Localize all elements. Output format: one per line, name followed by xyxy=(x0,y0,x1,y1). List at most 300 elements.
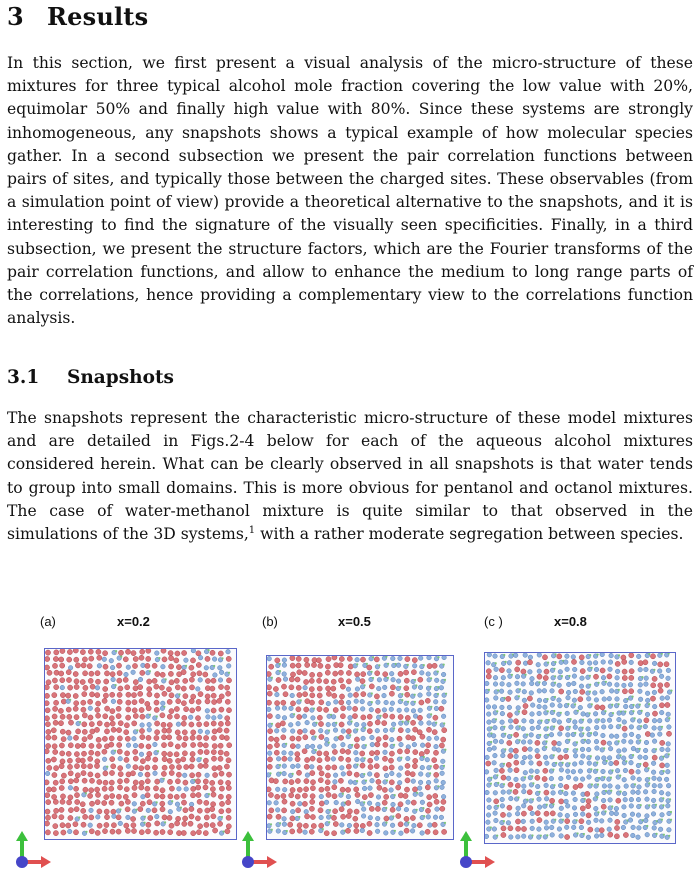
water-molecule xyxy=(571,659,576,664)
alcohol-molecule xyxy=(132,802,137,807)
water-molecule xyxy=(89,750,94,755)
water-molecule xyxy=(81,663,86,668)
alcohol-site xyxy=(144,816,146,818)
alcohol-molecule xyxy=(442,656,447,660)
water-molecule xyxy=(660,763,665,768)
water-molecule xyxy=(513,719,518,724)
water-molecule xyxy=(152,765,157,770)
water-molecule xyxy=(117,779,122,784)
water-molecule xyxy=(412,764,417,769)
water-molecule xyxy=(60,779,65,784)
alcohol-site xyxy=(591,703,593,705)
water-molecule xyxy=(324,679,329,684)
alcohol-site xyxy=(490,777,492,779)
alcohol-site xyxy=(416,809,418,811)
alcohol-site xyxy=(555,653,557,655)
water-molecule xyxy=(66,823,71,828)
alcohol-site xyxy=(668,835,670,837)
water-molecule xyxy=(88,756,93,761)
alcohol-molecule xyxy=(564,825,569,830)
water-molecule xyxy=(211,756,216,761)
alcohol-site xyxy=(136,729,138,731)
water-molecule xyxy=(175,651,180,656)
alcohol-molecule xyxy=(607,741,612,746)
water-molecule xyxy=(267,671,271,676)
alcohol-molecule xyxy=(492,746,497,751)
alcohol-molecule xyxy=(607,827,612,832)
alcohol-site xyxy=(279,764,281,766)
water-molecule xyxy=(601,740,606,745)
water-molecule xyxy=(317,758,322,763)
alcohol-site xyxy=(293,713,295,715)
alcohol-molecule xyxy=(427,656,432,660)
water-molecule xyxy=(269,664,274,669)
alcohol-molecule xyxy=(666,668,671,673)
alcohol-molecule xyxy=(218,666,223,671)
water-molecule xyxy=(218,743,223,748)
water-molecule xyxy=(203,763,208,768)
alcohol-molecule xyxy=(521,834,526,839)
water-molecule xyxy=(600,668,605,673)
water-molecule xyxy=(52,678,57,683)
water-molecule xyxy=(89,815,94,820)
alcohol-site xyxy=(363,773,365,775)
water-molecule xyxy=(58,721,63,726)
water-molecule xyxy=(275,658,280,663)
water-molecule xyxy=(52,693,57,698)
alcohol-site xyxy=(661,726,663,728)
water-molecule xyxy=(367,821,372,826)
water-molecule xyxy=(167,735,172,740)
alcohol-site xyxy=(149,714,151,716)
alcohol-molecule xyxy=(601,798,606,803)
water-molecule xyxy=(190,735,195,740)
axes-triad-icon xyxy=(456,830,500,870)
alcohol-molecule xyxy=(426,780,431,785)
water-molecule xyxy=(126,715,131,720)
water-molecule xyxy=(133,713,138,718)
water-molecule xyxy=(168,794,173,799)
water-molecule xyxy=(181,757,186,762)
water-molecule xyxy=(267,764,272,769)
water-molecule xyxy=(389,765,394,770)
alcohol-molecule xyxy=(418,708,423,713)
water-molecule xyxy=(83,814,88,819)
alcohol-molecule xyxy=(494,818,499,823)
water-molecule xyxy=(155,730,160,735)
water-molecule xyxy=(169,680,174,685)
water-molecule xyxy=(159,685,164,690)
alcohol-site xyxy=(639,748,641,750)
water-molecule xyxy=(197,722,202,727)
alcohol-molecule xyxy=(290,764,295,769)
water-molecule xyxy=(162,751,167,756)
alcohol-molecule xyxy=(600,689,605,694)
water-molecule xyxy=(104,822,109,827)
water-molecule xyxy=(175,758,180,763)
alcohol-molecule xyxy=(608,798,613,803)
water-molecule xyxy=(197,735,202,740)
water-molecule xyxy=(360,823,365,828)
alcohol-site xyxy=(532,782,534,784)
alcohol-site xyxy=(365,780,367,782)
alcohol-molecule xyxy=(96,815,101,820)
alcohol-molecule xyxy=(126,764,131,769)
alcohol-site xyxy=(598,777,600,779)
water-molecule xyxy=(210,686,215,691)
alcohol-site xyxy=(85,831,87,833)
water-molecule xyxy=(303,823,308,828)
water-molecule xyxy=(643,660,648,665)
water-molecule xyxy=(191,742,196,747)
water-molecule xyxy=(131,823,136,828)
alcohol-molecule xyxy=(643,790,648,795)
alcohol-molecule xyxy=(594,739,599,744)
water-molecule xyxy=(310,730,315,735)
alcohol-molecule xyxy=(521,804,526,809)
alcohol-molecule xyxy=(310,765,315,770)
alcohol-molecule xyxy=(310,744,315,749)
alcohol-molecule xyxy=(140,723,145,728)
water-molecule xyxy=(198,742,203,747)
alcohol-molecule xyxy=(112,814,117,819)
water-molecule xyxy=(139,766,144,771)
alcohol-molecule xyxy=(147,728,152,733)
water-molecule xyxy=(317,672,322,677)
water-molecule xyxy=(629,653,634,658)
alcohol-molecule xyxy=(60,685,65,690)
water-molecule xyxy=(440,806,445,811)
alcohol-molecule xyxy=(660,813,665,818)
alcohol-site xyxy=(223,831,225,833)
alcohol-site xyxy=(577,832,579,834)
alcohol-molecule xyxy=(564,791,569,796)
alcohol-site xyxy=(547,726,549,728)
water-molecule xyxy=(218,750,223,755)
alcohol-site xyxy=(639,739,641,741)
alcohol-site xyxy=(662,804,664,806)
alcohol-site xyxy=(511,674,513,676)
water-molecule xyxy=(367,721,372,726)
water-molecule xyxy=(161,771,166,776)
water-molecule xyxy=(338,756,343,761)
panel-x-value-b: x=0.5 xyxy=(338,614,371,629)
snapshots-text-end: with a rather moderate segregation between species. xyxy=(255,525,684,544)
water-molecule xyxy=(45,815,50,820)
alcohol-site xyxy=(555,762,557,764)
water-molecule xyxy=(338,678,343,683)
water-molecule xyxy=(295,794,300,799)
alcohol-molecule xyxy=(296,764,301,769)
water-molecule xyxy=(103,693,108,698)
water-molecule xyxy=(317,707,322,712)
alcohol-molecule xyxy=(594,725,599,730)
alcohol-site xyxy=(648,777,650,779)
water-molecule xyxy=(61,699,66,704)
water-molecule xyxy=(211,721,216,726)
alcohol-site xyxy=(547,698,549,700)
alcohol-molecule xyxy=(664,777,669,782)
alcohol-molecule xyxy=(622,813,627,818)
water-molecule xyxy=(155,721,160,726)
water-molecule xyxy=(558,755,563,760)
water-molecule xyxy=(176,699,181,704)
alcohol-site xyxy=(115,650,117,652)
water-molecule xyxy=(346,764,351,769)
alcohol-site xyxy=(430,765,432,767)
water-molecule xyxy=(398,728,403,733)
water-molecule xyxy=(405,657,410,662)
water-molecule xyxy=(104,679,109,684)
water-molecule xyxy=(145,663,150,668)
water-molecule xyxy=(595,705,600,710)
water-molecule xyxy=(332,831,337,836)
water-molecule xyxy=(81,700,86,705)
water-molecule xyxy=(103,771,108,776)
water-molecule xyxy=(295,757,300,762)
alcohol-site xyxy=(85,792,87,794)
alcohol-site xyxy=(663,834,665,836)
alcohol-site xyxy=(213,665,215,667)
alcohol-molecule xyxy=(290,693,295,698)
water-molecule xyxy=(154,684,159,689)
water-molecule xyxy=(295,778,300,783)
alcohol-molecule xyxy=(644,667,649,672)
alcohol-site xyxy=(554,675,556,677)
water-molecule xyxy=(290,736,295,741)
water-molecule xyxy=(74,786,79,791)
alcohol-molecule xyxy=(622,805,627,810)
water-molecule xyxy=(338,663,343,668)
water-molecule xyxy=(398,802,403,807)
water-molecule xyxy=(486,674,491,679)
alcohol-molecule xyxy=(559,834,564,839)
alcohol-molecule xyxy=(282,672,287,677)
water-molecule xyxy=(405,771,410,776)
water-molecule xyxy=(580,689,585,694)
alcohol-molecule xyxy=(516,706,521,711)
water-molecule xyxy=(66,751,71,756)
snapshots-paragraph xyxy=(7,407,693,546)
alcohol-site xyxy=(610,777,612,779)
alcohol-molecule xyxy=(331,757,336,762)
alcohol-molecule xyxy=(318,728,323,733)
alcohol-molecule xyxy=(311,716,316,721)
alcohol-site xyxy=(519,688,521,690)
water-molecule xyxy=(116,794,121,799)
alcohol-molecule xyxy=(529,681,534,686)
water-molecule xyxy=(162,815,167,820)
alcohol-molecule xyxy=(616,785,621,790)
alcohol-site xyxy=(504,733,506,735)
alcohol-molecule xyxy=(501,753,506,758)
alcohol-molecule xyxy=(666,769,671,774)
water-molecule xyxy=(390,714,395,719)
water-molecule xyxy=(290,829,295,834)
water-molecule xyxy=(360,679,365,684)
citation-ref[interactable]: 1 xyxy=(248,524,256,536)
alcohol-molecule xyxy=(390,823,395,828)
alcohol-molecule xyxy=(368,786,373,791)
water-molecule xyxy=(389,751,394,756)
alcohol-molecule xyxy=(566,690,571,695)
water-molecule xyxy=(160,672,165,677)
alcohol-molecule xyxy=(177,787,182,792)
alcohol-molecule xyxy=(514,754,519,759)
water-molecule xyxy=(333,671,338,676)
water-molecule xyxy=(103,714,108,719)
alcohol-molecule xyxy=(189,802,194,807)
alcohol-molecule xyxy=(535,748,540,753)
water-molecule xyxy=(433,715,438,720)
water-molecule xyxy=(81,808,86,813)
water-molecule xyxy=(305,662,310,667)
water-molecule xyxy=(593,674,598,679)
water-molecule xyxy=(181,830,186,835)
alcohol-site xyxy=(298,816,300,818)
alcohol-molecule xyxy=(333,773,338,778)
alcohol-molecule xyxy=(290,729,295,734)
water-molecule xyxy=(104,795,109,800)
water-molecule xyxy=(398,793,403,798)
alcohol-molecule xyxy=(609,811,614,816)
alcohol-site xyxy=(669,798,671,800)
alcohol-molecule xyxy=(348,693,353,698)
alcohol-molecule xyxy=(566,775,571,780)
alcohol-molecule xyxy=(390,737,395,742)
water-molecule xyxy=(96,737,101,742)
alcohol-molecule xyxy=(558,670,563,675)
alcohol-site xyxy=(393,744,395,746)
alcohol-molecule xyxy=(492,705,497,710)
alcohol-molecule xyxy=(594,818,599,823)
alcohol-molecule xyxy=(558,732,563,737)
alcohol-site xyxy=(596,762,598,764)
water-molecule xyxy=(88,649,93,654)
panel-label-c: (c ) xyxy=(484,614,503,629)
alcohol-molecule xyxy=(399,742,404,747)
alcohol-molecule xyxy=(586,697,591,702)
alcohol-molecule xyxy=(622,791,627,796)
water-molecule xyxy=(45,749,49,754)
water-molecule xyxy=(154,707,159,712)
water-molecule xyxy=(139,707,144,712)
alcohol-molecule xyxy=(609,761,614,766)
alcohol-site xyxy=(567,703,569,705)
alcohol-site xyxy=(591,667,593,669)
water-molecule xyxy=(224,764,229,769)
water-molecule xyxy=(417,715,422,720)
alcohol-molecule xyxy=(607,696,612,701)
water-molecule xyxy=(273,779,278,784)
alcohol-molecule xyxy=(515,811,520,816)
water-molecule xyxy=(160,801,165,806)
alcohol-molecule xyxy=(658,784,663,789)
alcohol-molecule xyxy=(282,764,287,769)
water-molecule xyxy=(162,765,167,770)
alcohol-molecule xyxy=(289,706,294,711)
water-molecule xyxy=(586,804,591,809)
alcohol-molecule xyxy=(530,726,535,731)
alcohol-molecule xyxy=(601,733,606,738)
water-molecule xyxy=(354,772,359,777)
panel-a xyxy=(0,600,240,876)
alcohol-molecule xyxy=(354,722,359,727)
alcohol-site xyxy=(554,682,556,684)
water-molecule xyxy=(324,831,329,836)
alcohol-molecule xyxy=(608,724,613,729)
alcohol-site xyxy=(553,784,555,786)
water-molecule xyxy=(516,826,521,831)
water-molecule xyxy=(74,684,79,689)
alcohol-site xyxy=(445,693,447,695)
water-molecule xyxy=(212,744,217,749)
water-molecule xyxy=(54,650,59,655)
alcohol-molecule xyxy=(586,820,591,825)
alcohol-molecule xyxy=(355,677,360,682)
alcohol-molecule xyxy=(513,653,518,658)
water-molecule xyxy=(117,749,122,754)
alcohol-site xyxy=(639,763,641,765)
water-molecule xyxy=(123,794,128,799)
alcohol-molecule xyxy=(658,732,663,737)
water-molecule xyxy=(339,735,344,740)
alcohol-molecule xyxy=(420,743,425,748)
water-molecule xyxy=(543,768,548,773)
alcohol-site xyxy=(503,726,505,728)
alcohol-site xyxy=(670,690,672,692)
alcohol-molecule xyxy=(522,689,527,694)
water-molecule xyxy=(126,707,131,712)
alcohol-molecule xyxy=(205,730,210,735)
snapshot-figure xyxy=(0,600,699,876)
alcohol-molecule xyxy=(418,772,423,777)
water-molecule xyxy=(586,813,591,818)
water-molecule xyxy=(140,759,145,764)
alcohol-molecule xyxy=(537,827,542,832)
water-molecule xyxy=(664,682,669,687)
alcohol-molecule xyxy=(579,825,584,830)
water-molecule xyxy=(95,679,100,684)
alcohol-site xyxy=(612,769,614,771)
water-molecule xyxy=(147,800,152,805)
alcohol-molecule xyxy=(434,779,439,784)
water-molecule xyxy=(398,822,403,827)
water-molecule xyxy=(46,758,51,763)
water-molecule xyxy=(218,756,223,761)
alcohol-site xyxy=(519,739,521,741)
water-molecule xyxy=(53,749,58,754)
water-molecule xyxy=(203,831,208,836)
alcohol-molecule xyxy=(550,833,555,838)
water-molecule xyxy=(224,735,229,740)
water-molecule xyxy=(204,722,209,727)
water-molecule xyxy=(360,751,365,756)
alcohol-site xyxy=(552,803,554,805)
alcohol-molecule xyxy=(340,766,345,771)
water-molecule xyxy=(441,799,446,804)
snapshot-a-molecules xyxy=(45,649,236,839)
alcohol-molecule xyxy=(544,797,549,802)
water-molecule xyxy=(650,696,655,701)
alcohol-molecule xyxy=(487,798,492,803)
alcohol-molecule xyxy=(419,721,424,726)
alcohol-site xyxy=(178,693,180,695)
alcohol-molecule xyxy=(565,769,570,774)
water-molecule xyxy=(110,757,115,762)
alcohol-molecule xyxy=(573,725,578,730)
water-molecule xyxy=(155,821,160,826)
